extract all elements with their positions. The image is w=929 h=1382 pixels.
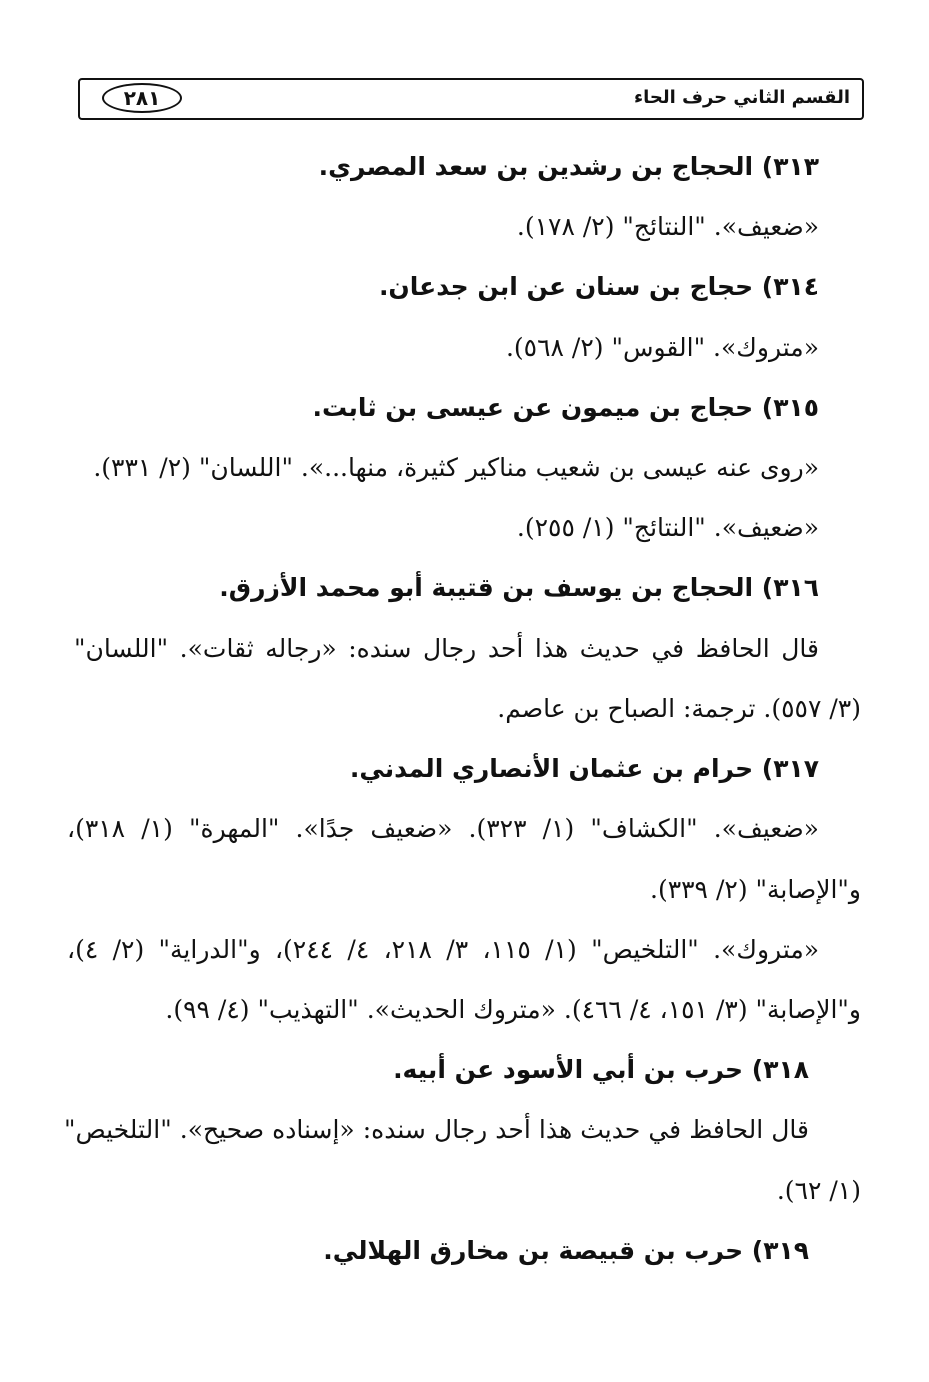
entry-315-note-1: «روى عنه عيسى بن شعيب مناكير كثيرة، منها...». "اللسان" (٢/ ٣٣١). (93, 453, 819, 482)
entry-317-note-2: و"الإصابة" (٢/ ٣٣٩). (650, 875, 861, 904)
entry-317-note-3: «متروك». "التلخيص" (١/ ١١٥، ٣/ ٢١٨، ٤/ ٢٤٤)، و"الدراية" (٢/ ٤)، (67, 935, 820, 964)
entry-314-note: «متروك». "القوس" (٢/ ٥٦٨). (505, 333, 819, 362)
entry-317-note-4: و"الإصابة" (٣/ ١٥١، ٤/ ٤٦٦). «متروك الحديث». "التهذيب" (٤/ ٩٩). (165, 995, 861, 1024)
section-title: القسم الثاني حرف الحاء (633, 87, 850, 108)
entry-318-note-2: (١/ ٦٢). (776, 1176, 861, 1205)
entry-313-note: «ضعيف». "النتائج" (٢/ ١٧٨). (516, 212, 819, 241)
page-number: ٢٨١ (102, 83, 182, 113)
entry-316-note-2: (٣/ ٥٥٧). ترجمة: الصباح بن عاصم. (497, 694, 861, 723)
entry-316-heading: ٣١٦) الحجاج بن يوسف بن قتيبة أبو محمد الأزرق. (219, 573, 819, 602)
entry-317-note-1: «ضعيف». "الكشاف" (١/ ٣٢٣). «ضعيف جدًا». "المهرة" (١/ ٣١٨)، (67, 814, 819, 843)
running-header (78, 78, 864, 120)
entry-314-heading: ٣١٤) حجاج بن سنان عن ابن جدعان. (378, 272, 819, 301)
entry-318-heading: ٣١٨) حرب بن أبي الأسود عن أبيه. (393, 1055, 809, 1084)
entry-315-heading: ٣١٥) حجاج بن ميمون عن عيسى بن ثابت. (312, 393, 819, 422)
entry-319-heading: ٣١٩) حرب بن قبيصة بن مخارق الهلالي. (323, 1236, 809, 1265)
entry-316-note-1: قال الحافظ في حديث هذا أحد رجال سنده: «رجاله ثقات». "اللسان" (74, 634, 819, 663)
entry-315-note-2: «ضعيف». "النتائج" (١/ ٢٥٥). (516, 513, 819, 542)
entry-317-heading: ٣١٧) حرام بن عثمان الأنصاري المدني. (349, 754, 819, 783)
entry-313-heading: ٣١٣) الحجاج بن رشدين بن سعد المصري. (318, 152, 819, 181)
entry-318-note-1: قال الحافظ في حديث هذا أحد رجال سنده: «إسناده صحيح». "التلخيص" (64, 1115, 809, 1144)
